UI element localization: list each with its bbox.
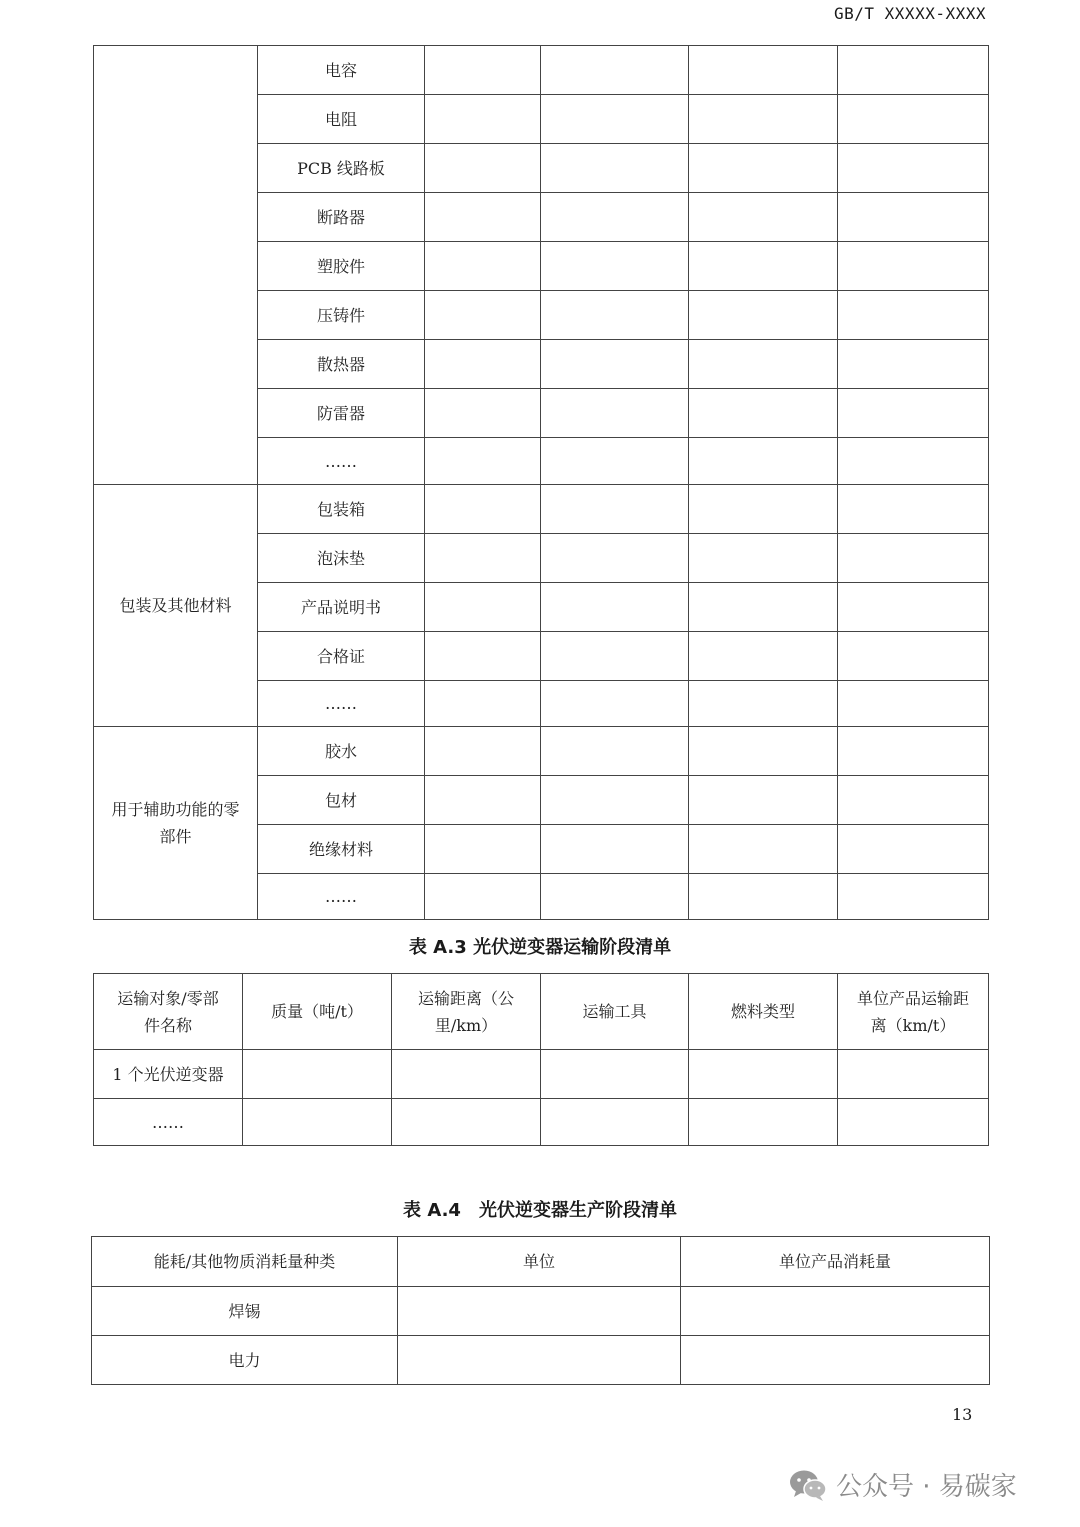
empty-cell	[838, 46, 989, 95]
table-row	[92, 1287, 990, 1336]
empty-cell	[838, 825, 989, 874]
item-name: ……	[258, 681, 425, 727]
empty-cell	[681, 1287, 990, 1336]
item-name: 胶水	[258, 727, 425, 776]
empty-cell	[689, 291, 838, 340]
empty-cell	[425, 193, 541, 242]
materials-table	[93, 45, 989, 920]
item-name: PCB 线路板	[258, 144, 425, 193]
empty-cell	[838, 95, 989, 144]
empty-cell	[425, 727, 541, 776]
empty-cell	[541, 1099, 689, 1146]
empty-cell	[425, 632, 541, 681]
table-row	[92, 1336, 990, 1385]
table-a4-caption: 表 A.4 光伏逆变器生产阶段清单	[403, 1200, 677, 1221]
empty-cell	[689, 825, 838, 874]
table-row	[94, 727, 989, 776]
empty-cell	[838, 144, 989, 193]
empty-cell	[392, 1050, 541, 1099]
empty-cell	[541, 193, 689, 242]
column-header: 单位产品运输距离（km/t）	[838, 974, 989, 1050]
empty-cell	[541, 632, 689, 681]
watermark	[788, 1466, 1017, 1503]
empty-cell	[541, 1050, 689, 1099]
table-a3-caption: 表 A.3 光伏逆变器运输阶段清单	[408, 937, 672, 958]
item-name: ……	[258, 874, 425, 920]
empty-cell	[689, 681, 838, 727]
empty-cell	[425, 776, 541, 825]
empty-cell	[541, 681, 689, 727]
empty-cell	[541, 291, 689, 340]
empty-cell	[425, 242, 541, 291]
item-name: 塑胶件	[258, 242, 425, 291]
empty-cell	[838, 776, 989, 825]
group-label	[94, 46, 258, 485]
item-name: 绝缘材料	[258, 825, 425, 874]
empty-cell	[689, 1099, 838, 1146]
item-name: 包装箱	[258, 485, 425, 534]
empty-cell	[838, 583, 989, 632]
document-code: GB/T XXXXX-XXXX	[834, 4, 986, 23]
column-header: 单位产品消耗量	[681, 1237, 990, 1287]
empty-cell	[541, 776, 689, 825]
empty-cell	[689, 389, 838, 438]
empty-cell	[541, 485, 689, 534]
empty-cell	[425, 144, 541, 193]
empty-cell	[425, 389, 541, 438]
empty-cell	[838, 1050, 989, 1099]
item-name: 电容	[258, 46, 425, 95]
empty-cell	[838, 534, 989, 583]
empty-cell	[425, 485, 541, 534]
empty-cell	[541, 727, 689, 776]
group-label: 包装及其他材料	[94, 485, 258, 727]
row-label: 焊锡	[92, 1287, 398, 1336]
empty-cell	[425, 681, 541, 727]
item-name: 防雷器	[258, 389, 425, 438]
empty-cell	[689, 874, 838, 920]
row-label: ……	[94, 1099, 243, 1146]
empty-cell	[398, 1287, 681, 1336]
table-row	[94, 1050, 989, 1099]
column-header: 运输距离（公里/km）	[392, 974, 541, 1050]
header-row	[92, 1237, 990, 1287]
column-header: 运输工具	[541, 974, 689, 1050]
column-header: 运输对象/零部件名称	[94, 974, 243, 1050]
empty-cell	[243, 1099, 392, 1146]
empty-cell	[541, 438, 689, 485]
empty-cell	[838, 632, 989, 681]
item-name: 电阻	[258, 95, 425, 144]
empty-cell	[541, 144, 689, 193]
empty-cell	[689, 438, 838, 485]
item-name: 产品说明书	[258, 583, 425, 632]
empty-cell	[425, 95, 541, 144]
table-row	[94, 1099, 989, 1146]
empty-cell	[425, 534, 541, 583]
empty-cell	[838, 340, 989, 389]
empty-cell	[838, 242, 989, 291]
watermark-text: 公众号 · 易碳家	[836, 1472, 1017, 1502]
empty-cell	[689, 727, 838, 776]
wechat-icon	[788, 1468, 828, 1502]
empty-cell	[541, 46, 689, 95]
empty-cell	[425, 340, 541, 389]
row-label: 1 个光伏逆变器	[94, 1050, 243, 1099]
column-header: 单位	[398, 1237, 681, 1287]
transport-table	[93, 973, 989, 1146]
table-row	[94, 46, 989, 95]
empty-cell	[689, 242, 838, 291]
empty-cell	[541, 389, 689, 438]
empty-cell	[425, 291, 541, 340]
empty-cell	[689, 776, 838, 825]
empty-cell	[838, 193, 989, 242]
empty-cell	[838, 485, 989, 534]
empty-cell	[689, 632, 838, 681]
empty-cell	[689, 583, 838, 632]
empty-cell	[392, 1099, 541, 1146]
item-name: 断路器	[258, 193, 425, 242]
empty-cell	[838, 1099, 989, 1146]
column-header: 质量（吨/t）	[243, 974, 392, 1050]
row-label: 电力	[92, 1336, 398, 1385]
empty-cell	[689, 46, 838, 95]
item-name: 泡沫垫	[258, 534, 425, 583]
production-table	[91, 1236, 990, 1385]
empty-cell	[689, 485, 838, 534]
empty-cell	[425, 583, 541, 632]
item-name: 散热器	[258, 340, 425, 389]
empty-cell	[689, 1050, 838, 1099]
empty-cell	[243, 1050, 392, 1099]
empty-cell	[838, 389, 989, 438]
empty-cell	[689, 340, 838, 389]
empty-cell	[425, 874, 541, 920]
empty-cell	[541, 534, 689, 583]
header-row	[94, 974, 989, 1050]
empty-cell	[838, 681, 989, 727]
empty-cell	[838, 874, 989, 920]
empty-cell	[689, 534, 838, 583]
empty-cell	[689, 193, 838, 242]
item-name: 合格证	[258, 632, 425, 681]
empty-cell	[541, 583, 689, 632]
group-label: 用于辅助功能的零部件	[94, 727, 258, 920]
empty-cell	[541, 825, 689, 874]
empty-cell	[838, 291, 989, 340]
empty-cell	[398, 1336, 681, 1385]
empty-cell	[541, 242, 689, 291]
page-number: 13	[952, 1405, 973, 1424]
empty-cell	[541, 95, 689, 144]
empty-cell	[425, 438, 541, 485]
item-name: 压铸件	[258, 291, 425, 340]
empty-cell	[681, 1336, 990, 1385]
column-header: 能耗/其他物质消耗量种类	[92, 1237, 398, 1287]
table-row	[94, 485, 989, 534]
empty-cell	[541, 340, 689, 389]
empty-cell	[838, 727, 989, 776]
empty-cell	[838, 438, 989, 485]
empty-cell	[541, 874, 689, 920]
empty-cell	[425, 46, 541, 95]
item-name: ……	[258, 438, 425, 485]
item-name: 包材	[258, 776, 425, 825]
empty-cell	[689, 144, 838, 193]
empty-cell	[689, 95, 838, 144]
empty-cell	[425, 825, 541, 874]
column-header: 燃料类型	[689, 974, 838, 1050]
